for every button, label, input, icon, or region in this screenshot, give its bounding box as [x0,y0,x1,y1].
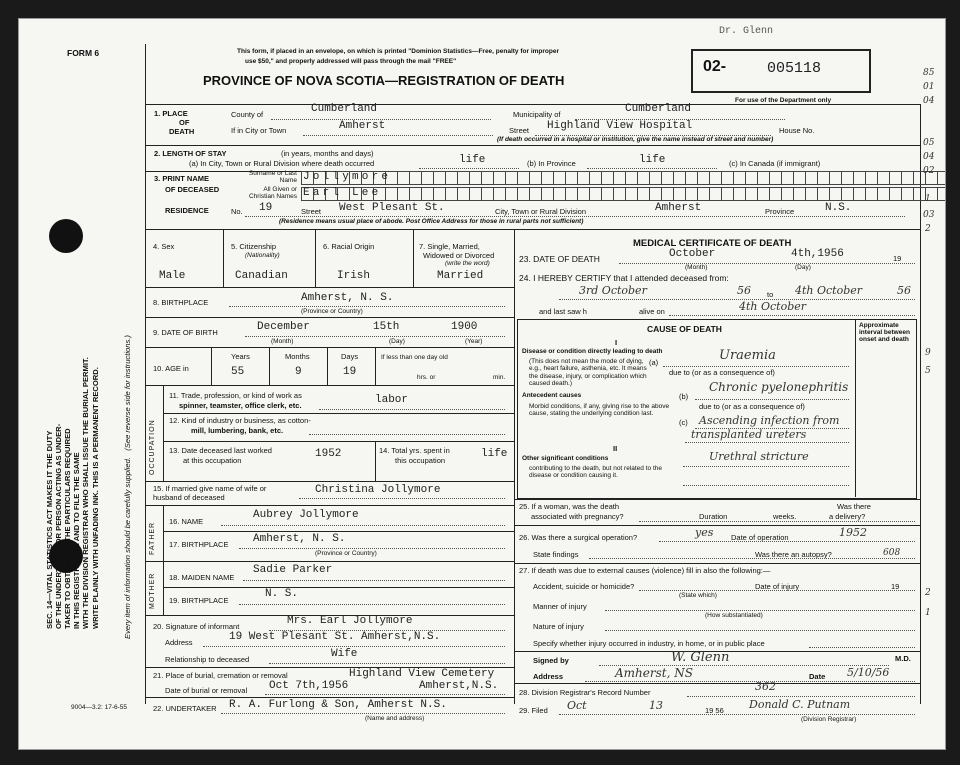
stay-c-label: (c) In Canada (if immigrant) [729,159,821,168]
place-label-1: 1. PLACE [154,109,188,118]
residence-no-label: No. [231,207,243,216]
column-divider [514,229,515,704]
page-title: PROVINCE OF NOVA SCOTIA—REGISTRATION OF DEATH [203,73,565,88]
county-label: County of [231,110,264,119]
last-worked-label-2: at this occupation [183,456,242,465]
age-min: min. [493,374,506,381]
doctor-annotation: Dr. Glenn [719,26,774,37]
given-boxes [301,187,946,201]
last-saw-value: 4th October [739,300,807,313]
last-saw-label: and last saw h [539,307,587,316]
death-year-suffix: 19 [893,254,902,263]
cause-title: CAUSE OF DEATH [647,324,722,334]
medical-title: MEDICAL CERTIFICATE OF DEATH [633,238,792,249]
delivery-label-2: a delivery? [829,512,866,521]
margin-code-1: 85 [923,68,935,78]
margin-code-5: 04 [923,152,935,162]
envelope-note-1: This form, if placed in an envelope, on which is printed "Dominion Statistics—Free, penalty for improper [237,48,559,55]
marital-label-3: (write the word) [445,260,490,267]
birthplace-sub: (Province or Country) [301,308,363,315]
given-label: All Given or Christian Names [248,186,297,200]
sex-value: Male [159,270,186,282]
attended-to: 4th October [795,284,863,297]
birthplace-value: Amherst, N. S. [301,292,394,304]
nature-label: Nature of injury [533,622,584,631]
surname-boxes [301,171,946,185]
cause-c-value-1: Ascending infection from [699,414,840,427]
immediate-label-1: Disease or condition directly leading to death [522,348,663,355]
racial-label: 6. Racial Origin [323,242,375,251]
registrar-signature: Donald C. Putnam [749,698,851,711]
name-label-1: 3. PRINT NAME [154,174,210,183]
dob-year: 1900 [451,321,478,333]
occupation-side: OCCUPATION [149,419,156,475]
signed-value: W. Glenn [671,650,730,665]
age-years-label: Years [231,352,250,361]
residence-province-label: Province [765,207,795,216]
sign-date: 5/10/56 [847,666,890,679]
death-date-label: 23. DATE OF DEATH [519,254,600,264]
racial-value: Irish [337,270,371,282]
left-border [145,44,146,704]
attended-year-from: 56 [737,284,751,297]
manner-label: Manner of injury [533,602,587,611]
side-line-5: WITH THE DIVISION REGISTRAR WHO SHALL ISSUE THE BURIAL PERMIT. [81,357,91,629]
pregnancy-label-2: associated with pregnancy? [531,512,624,521]
margin-code-4: 05 [923,138,935,148]
total-years-value: life [481,448,508,460]
signed-label: Signed by [533,656,569,665]
residence-street: West Plesant St. [339,202,445,214]
county-value: Cumberland [311,103,378,115]
death-date-month: October [669,248,716,260]
city-value: Amherst [339,120,386,132]
trade-label-2: spinner, teamster, office clerk, etc. [179,401,302,410]
cause-a-marker: (a) [649,358,659,367]
how-sub: (How substantiated) [705,612,763,619]
address-value: Amherst, NS [615,666,693,680]
age-label: 10. AGE in [153,364,189,373]
father-birthplace-label: 17. BIRTHPLACE [169,540,229,549]
wife-value: Christina Jollymore [315,484,441,496]
age-under-day: If less than one day old [381,354,448,361]
given-value: Earl Lee [303,187,382,199]
pregnancy-label-1: 25. If a woman, was the death [519,502,620,511]
citizenship-value: Canadian [235,270,288,282]
sex-label: 4. Sex [153,242,175,251]
other-label-2: contributing to the death, but not related to the disease or condition causing it. [529,465,662,480]
marital-value: Married [437,270,484,282]
residence-note: (Residence means usual place of abode. Post Office Address for those in rural parts not sufficient) [279,218,584,225]
department-note: For use of the Department only [735,97,832,104]
informant-label: 20. Signature of informant [153,622,240,631]
relationship-value: Wife [331,648,358,660]
surgery-date-label: Date of operation [731,533,789,542]
to-label: to [767,290,774,299]
cause-b-marker: (b) [679,392,689,401]
due-to-2: due to (or as a consequence of) [699,402,805,411]
side-line-7: Every item of information should be carefully supplied. [123,457,132,639]
antecedent-sub: Morbid conditions, if any, giving rise to the above cause, stating the underlying condition last. [529,403,670,418]
total-years-label-2: this occupation [395,456,446,465]
stay-a-label: (a) In City, Town or Rural Division where death occurred [189,159,375,168]
burial-date-label: Date of burial or removal [165,686,248,695]
md-label: M.D. [895,654,911,663]
immediate-label-2: (This does not mean the mode of dying, e.g., heart failure, asthenia, etc. It means the disease, injury, or complication which caused death.) [529,358,647,388]
envelope-note-2: use $50," and properly addressed will pass through the mail "FREE" [245,58,457,65]
last-worked-label-1: 13. Date deceased last worked [169,446,272,455]
surname-value: Jollymore [303,171,392,183]
burial-place: Highland View Cemetery [349,668,495,680]
street-value: Highland View Hospital [547,120,693,132]
age-months-label: Months [285,352,310,361]
undertaker-value: R. A. Furlong & Son, Amherst N.S. [229,699,447,711]
side-instructions [45,109,100,629]
father-name-label: 16. NAME [169,517,204,526]
stay-b-label: (b) In Province [527,159,576,168]
mother-side: MOTHER [149,572,156,609]
findings-label: State findings [533,550,579,559]
cause-c-value-2: transplanted ureters [691,428,807,441]
side-instructions-2 [123,335,132,639]
mother-birthplace-value: N. S. [265,588,299,600]
margin-code-10: 9 [925,348,931,358]
autopsy-label: Was there an autopsy? [755,550,832,559]
attended-year-to: 56 [897,284,911,297]
dob-label: 9. DATE OF BIRTH [153,328,218,337]
filed-month: Oct [567,699,587,712]
other-label-1: Other significant conditions [522,455,609,462]
delivery-label-1: Was there [837,502,871,511]
registration-prefix: 02- [703,58,727,75]
age-years: 55 [231,366,245,378]
cause-b-value: Chronic pyelonephritis [709,380,849,394]
age-months: 9 [295,366,302,378]
place-label-2: OF [179,118,190,127]
margin-code-2: 01 [923,82,935,92]
side-line-8: (See reverse side for instructions.) [123,335,132,451]
residence-no: 19 [259,202,273,214]
margin-code-11: 5 [925,366,931,376]
dob-day-sub: (Day) [389,338,405,345]
surgery-value: yes [695,526,714,539]
registration-number: 005118 [767,60,822,77]
registrar-sub: (Division Registrar) [801,716,857,723]
alive-label: alive on [639,307,665,316]
interval-label: Approximate interval between onset and death [859,322,910,344]
other-value: Urethral stricture [709,450,809,463]
informant-address: 19 West Plesant St. Amherst,N.S. [229,631,441,643]
margin-code-8: 03 [923,210,935,220]
accident-label: Accident, suicide or homicide? [533,582,635,591]
street-label: Street [509,126,530,135]
industry-label-2: mill, lumbering, bank, etc. [191,426,284,435]
marital-label-2: Widowed or Divorced [423,251,495,260]
municipality-label: Municipality of [513,110,561,119]
age-days-label: Days [341,352,359,361]
sign-date-label: Date [809,672,826,681]
birthplace-label: 8. BIRTHPLACE [153,298,209,307]
due-to-1: due to (or as a consequence of) [669,368,775,377]
municipality-value: Cumberland [625,103,692,115]
father-name-value: Aubrey Jollymore [253,509,359,521]
undertaker-sub: (Name and address) [365,715,425,722]
filed-day: 13 [649,699,663,712]
filed-year: 19 56 [705,706,724,715]
top-border [145,104,921,105]
side-line-6: WRITE PLAINLY WITH UNFADING INK. THIS IS A PERMANENT RECORD. [90,367,100,629]
residence-province: N.S. [825,202,852,214]
trade-label-1: 11. Trade, profession, or kind of work as [169,391,302,400]
relationship-label: Relationship to deceased [165,655,250,664]
certify-label: 24. I HEREBY CERTIFY that I attended deceased from: [519,273,729,283]
death-day-sub: (Day) [795,264,811,271]
industry-label-1: 12. Kind of industry or business, as cotton- [169,416,311,425]
mother-name-value: Sadie Parker [253,564,333,576]
burial-town: Amherst,N.S. [419,680,499,692]
specify-label: Specify whether injury occurred in industry, in home, or in public place [533,639,765,648]
stay-b-value: life [639,154,666,166]
age-days: 19 [343,366,357,378]
roman-2: II [613,444,618,453]
address-label: Address [533,672,564,681]
dob-day: 15th [373,321,400,333]
footer-code: 9004—3.2: 17-6-55 [71,704,128,711]
age-hrs: hrs. or [417,374,436,381]
duration-label: Duration [699,512,728,521]
stay-a-value: life [459,154,486,166]
marital-label-1: 7. Single, Married, [419,242,480,251]
margin-code-3: 04 [923,96,935,106]
residence-label: RESIDENCE [165,206,209,215]
informant-address-label: Address [165,638,193,647]
dob-month: December [257,321,310,333]
margin-code-7: 1 [925,194,931,204]
total-years-label-1: 14. Total yrs. spent in [379,446,450,455]
death-certificate [18,18,946,750]
death-date-day: 4th,1956 [791,248,844,260]
stay-sub: (in years, months and days) [281,149,374,158]
burial-label: 21. Place of burial, cremation or removal [153,671,288,680]
registrar-label: 28. Division Registrar's Record Number [519,688,651,697]
stay-label: 2. LENGTH OF STAY [154,149,227,158]
margin-code-14: 1 [925,608,931,618]
margin-code-13: 2 [925,588,931,598]
registrar-number: 362 [755,680,776,693]
place-note: (If death occurred in a hospital or institution, give the name instead of street and number) [497,136,774,143]
father-birthplace-value: Amherst, N. S. [253,533,346,545]
wife-label: 15. If married give name of wife or husband of deceased [153,484,267,502]
citizenship-sub: (Nationality) [245,252,280,259]
cause-a-value: Uraemia [719,348,776,363]
mother-birthplace-label: 19. BIRTHPLACE [169,596,229,605]
residence-street-label: Street [301,207,322,216]
mother-name-label: 18. MAIDEN NAME [169,573,235,582]
informant-signature: Mrs. Earl Jollymore [287,615,413,627]
place-label-3: DEATH [169,127,195,136]
roman-1: I [615,338,618,347]
state-which: (State which) [679,592,717,599]
filed-label: 29. Filed [519,706,548,715]
form-number: FORM 6 [67,48,100,58]
dob-year-sub: (Year) [465,338,483,345]
side-line-3: TAKER TO OBTAIN ALL THE PARTICULARS REQUIRED [63,428,73,629]
death-month-sub: (Month) [685,264,708,271]
date-injury-label: Date of injury [755,582,800,591]
injury-year-suffix: 19 [891,582,900,591]
house-label: House No. [779,126,815,135]
father-side: FATHER [149,521,156,555]
undertaker-label: 22. UNDERTAKER [153,704,217,713]
margin-code-9: 2 [925,224,931,234]
surgery-date: 1952 [839,526,867,539]
margin-code-12: 608 [883,548,901,558]
residence-city-label: City, Town or Rural Division [495,207,586,216]
citizenship-label: 5. Citizenship [231,242,277,251]
trade-value: labor [375,394,409,406]
external-label: 27. If death was due to external causes (violence) fill in also the following:— [519,566,771,575]
cause-c-marker: (c) [679,418,688,427]
weeks-label: weeks. [773,512,797,521]
father-birthplace-sub: (Province or Country) [315,550,377,557]
dob-month-sub: (Month) [271,338,294,345]
surgery-label: 26. Was there a surgical operation? [519,533,638,542]
city-label: If in City or Town [231,126,287,135]
side-line-1: SEC. 14—VITAL STATISTICS ACT MAKES IT THE DUTY [45,430,54,629]
burial-date: Oct 7th,1956 [269,680,349,692]
side-line-4: IN THIS REGISTRATION AND TO FILE THE SAME [72,452,82,629]
name-label-2: OF DECEASED [165,185,220,194]
side-line-2: OF THE UNDERTAKER OR PERSON ACTING AS UNDER- [54,423,64,629]
antecedent-label: Antecedent causes [522,392,582,399]
last-worked-value: 1952 [315,448,342,460]
residence-city: Amherst [655,202,702,214]
attended-from: 3rd October [579,284,647,297]
surname-label: Surname or Last Name [248,170,297,184]
margin-code-6: 02 [923,166,935,176]
